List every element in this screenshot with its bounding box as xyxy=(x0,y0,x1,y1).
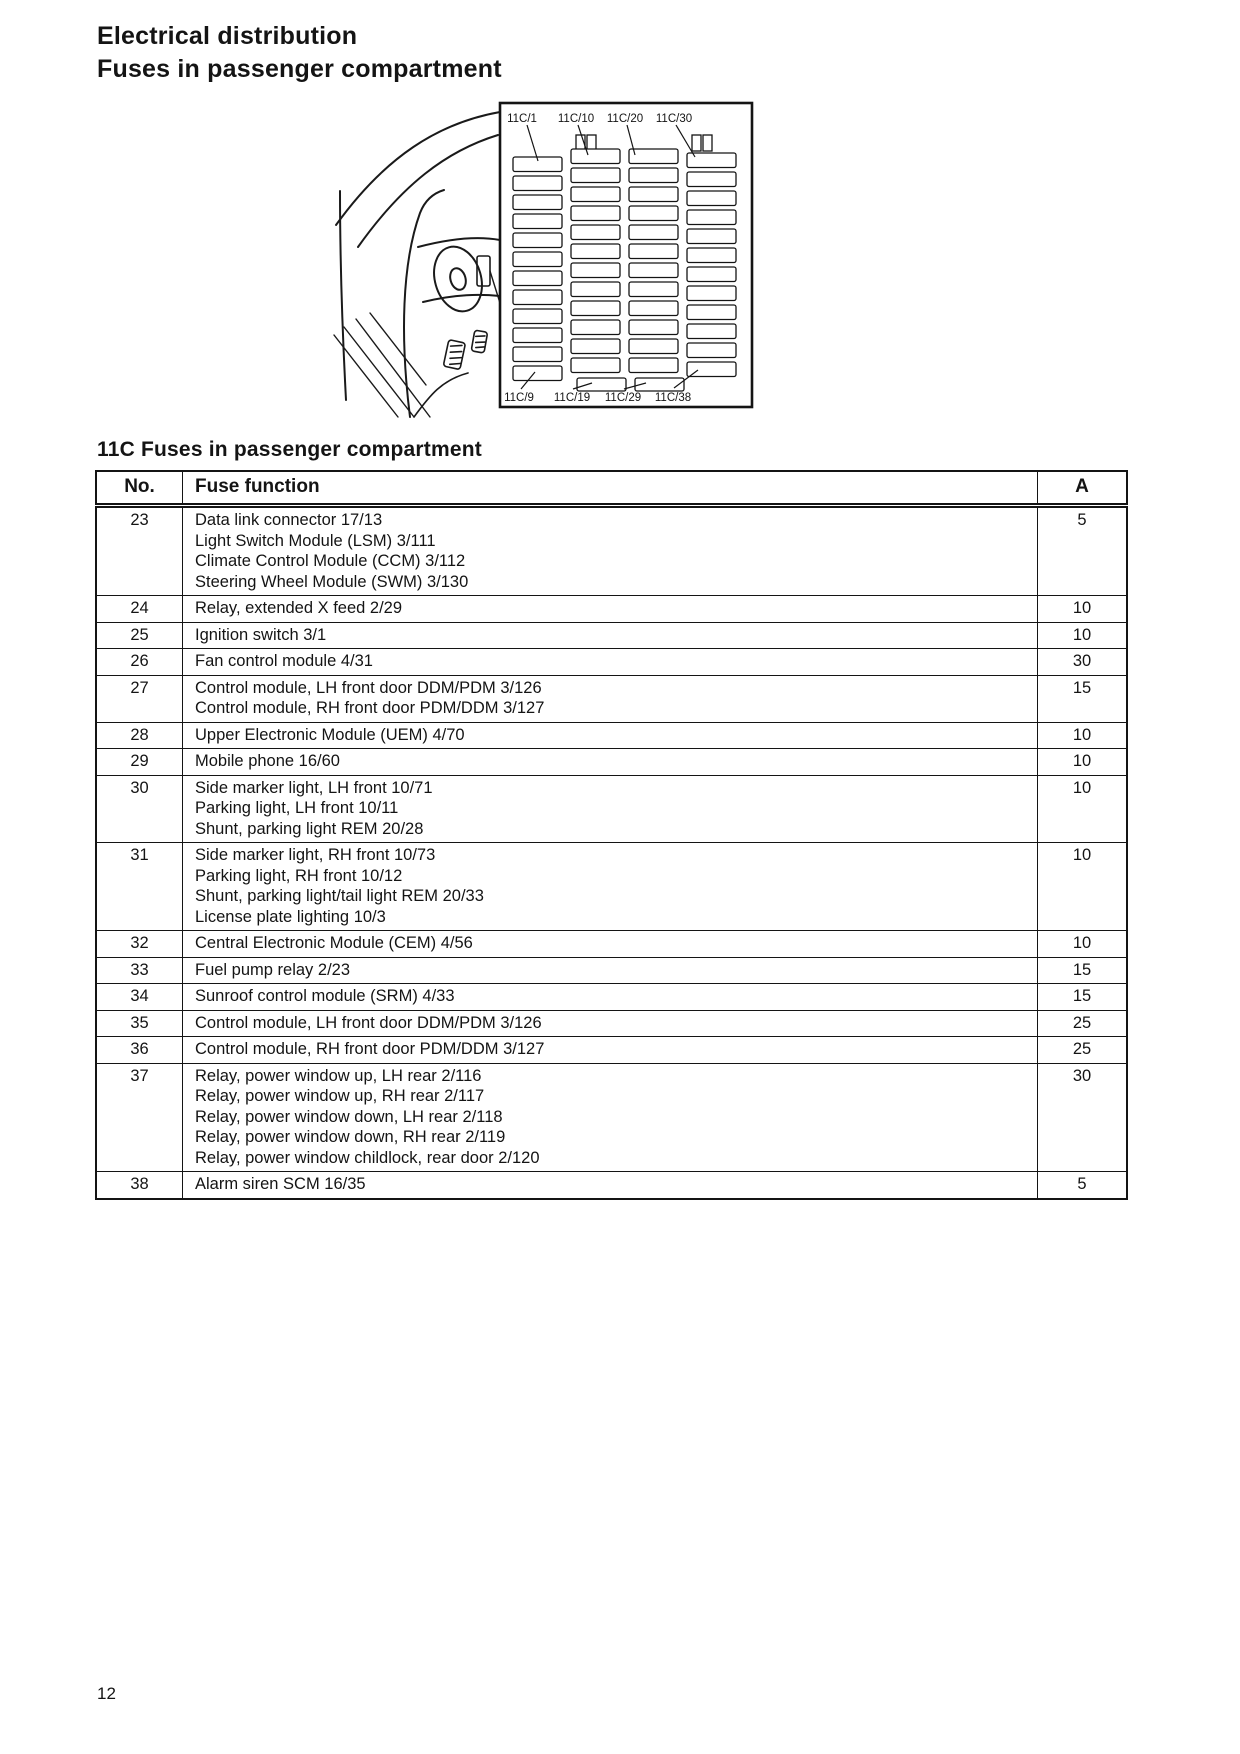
fuse-function-line: Fuel pump relay 2/23 xyxy=(195,960,351,979)
table-row xyxy=(96,1010,1127,1037)
table-row xyxy=(96,1063,1127,1172)
fuse-amps-cell: 25 xyxy=(1038,1037,1128,1064)
fuse-slot xyxy=(687,191,736,206)
fuse-function-line: Side marker light, RH front 10/73 xyxy=(195,846,436,864)
fuse-slot xyxy=(629,244,678,259)
fuse-slot xyxy=(629,149,678,164)
page-title-line2: Fuses in passenger compartment xyxy=(97,55,502,83)
fuse-function-line: Shunt, parking light/tail light REM 20/33 xyxy=(195,887,484,905)
fuse-slot xyxy=(571,358,620,373)
fuse-slot xyxy=(629,187,678,202)
fuse-slot xyxy=(629,225,678,240)
fuse-function-line: Side marker light, LH front 10/71 xyxy=(195,778,433,797)
table-row xyxy=(96,596,1127,623)
fuse-function-line: Control module, LH front door DDM/PDM 3/126 xyxy=(195,1013,542,1032)
table-row xyxy=(96,1037,1127,1064)
fuse-amps-cell: 10 xyxy=(1038,596,1128,623)
table-row xyxy=(96,775,1127,843)
fuse-function-line: Steering Wheel Module (SWM) 3/130 xyxy=(195,572,469,591)
fuse-connector-label-11c29: 11C/29 xyxy=(604,392,642,404)
fuse-no-cell: 32 xyxy=(96,931,183,958)
fuse-slot xyxy=(513,309,562,324)
fuse-amps-cell: 5 xyxy=(1038,1172,1128,1199)
fuse-function-line: Relay, power window down, LH rear 2/118 xyxy=(195,1107,503,1126)
fuse-slot xyxy=(513,214,562,229)
fuse-function-line: Parking light, RH front 10/12 xyxy=(195,866,403,885)
fuse-function-cell xyxy=(183,984,1038,1011)
fuse-connector-label-11c20: 11C/20 xyxy=(606,113,644,125)
table-row xyxy=(96,957,1127,984)
fuse-function-line: Central Electronic Module (CEM) 4/56 xyxy=(195,934,473,952)
table-header-row xyxy=(96,471,1127,506)
fuse-amps-cell: 10 xyxy=(1038,722,1128,749)
fuse-amps-cell: 5 xyxy=(1038,506,1128,596)
fuse-function-line: Fan control module 4/31 xyxy=(195,652,373,670)
fuse-function-cell xyxy=(183,1063,1038,1172)
fuse-no-cell: 30 xyxy=(96,775,183,843)
fuse-amps-cell: 10 xyxy=(1038,749,1128,776)
fuse-function-cell xyxy=(183,596,1038,623)
fuse-connector-label-11c10: 11C/10 xyxy=(557,113,595,125)
fuse-function-cell xyxy=(183,649,1038,676)
pedals-sketch xyxy=(443,330,487,369)
fuse-slot xyxy=(687,172,736,187)
fuse-no-cell: 24 xyxy=(96,596,183,623)
fuse-slot xyxy=(629,301,678,316)
header-function: Fuse function xyxy=(183,471,1038,506)
fuse-slot xyxy=(513,176,562,191)
header-amps: A xyxy=(1038,471,1128,506)
fuse-location-diagram xyxy=(330,95,760,430)
fuse-slot xyxy=(513,366,562,381)
fuse-no-cell: 38 xyxy=(96,1172,183,1199)
fuse-no-cell: 37 xyxy=(96,1063,183,1172)
fuse-function-line: Control module, RH front door PDM/DDM 3/127 xyxy=(195,699,545,717)
table-row xyxy=(96,675,1127,722)
fuse-slot xyxy=(687,210,736,225)
fuse-table-body xyxy=(96,506,1127,1199)
fuse-slot xyxy=(571,320,620,335)
fuse-function-cell xyxy=(183,506,1038,596)
table-row xyxy=(96,1172,1127,1199)
fuse-amps-cell: 25 xyxy=(1038,1010,1128,1037)
fuse-function-line: Relay, power window up, RH rear 2/117 xyxy=(195,1087,485,1105)
fuse-slot xyxy=(629,358,678,373)
fuse-function-line: Relay, extended X feed 2/29 xyxy=(195,599,403,617)
fuse-slot xyxy=(629,339,678,354)
fuse-function-cell xyxy=(183,749,1038,776)
page-number: 12 xyxy=(97,1684,116,1703)
fuse-slot xyxy=(629,206,678,221)
fuse-no-cell: 36 xyxy=(96,1037,183,1064)
fuse-function-line: Relay, power window up, LH rear 2/116 xyxy=(195,1066,482,1085)
fuse-slot xyxy=(513,252,562,267)
fuse-slot xyxy=(571,244,620,259)
fuse-function-line: Upper Electronic Module (UEM) 4/70 xyxy=(195,725,465,744)
page-title xyxy=(97,20,502,86)
fuse-function-cell xyxy=(183,1172,1038,1199)
fuse-function-cell xyxy=(183,775,1038,843)
fuse-function-cell xyxy=(183,675,1038,722)
fuse-slot xyxy=(687,286,736,301)
fuse-no-cell: 28 xyxy=(96,722,183,749)
fuse-no-cell: 26 xyxy=(96,649,183,676)
fuse-function-line: Parking light, LH front 10/11 xyxy=(195,799,399,817)
fuse-slot xyxy=(513,271,562,286)
fuse-slot xyxy=(571,339,620,354)
fuse-no-cell: 23 xyxy=(96,506,183,596)
fuse-function-cell xyxy=(183,843,1038,931)
header-no: No. xyxy=(96,471,183,506)
fuse-slot xyxy=(687,248,736,263)
fuse-slot xyxy=(571,206,620,221)
fuse-function-line: Relay, power window down, RH rear 2/119 xyxy=(195,1128,506,1146)
fuse-function-cell xyxy=(183,957,1038,984)
fuse-slot xyxy=(687,229,736,244)
section-heading: 11C Fuses in passenger compartment xyxy=(97,438,482,461)
fuse-slot xyxy=(513,195,562,210)
fuse-no-cell: 27 xyxy=(96,675,183,722)
fuse-function-line: License plate lighting 10/3 xyxy=(195,907,386,926)
fuse-amps-cell: 10 xyxy=(1038,843,1128,931)
fuse-slot xyxy=(571,225,620,240)
fuse-function-line: Ignition switch 3/1 xyxy=(195,625,327,644)
fuse-amps-cell: 30 xyxy=(1038,1063,1128,1172)
fuse-amps-cell: 10 xyxy=(1038,931,1128,958)
fuse-slot xyxy=(571,301,620,316)
table-row xyxy=(96,722,1127,749)
fuse-function-line: Sunroof control module (SRM) 4/33 xyxy=(195,987,455,1005)
fuse-slot xyxy=(571,263,620,278)
fuse-slot xyxy=(513,290,562,305)
fuse-no-cell: 31 xyxy=(96,843,183,931)
fuse-table xyxy=(95,470,1128,1200)
fuse-slot xyxy=(687,362,736,377)
fuse-function-line: Shunt, parking light REM 20/28 xyxy=(195,819,424,838)
table-row xyxy=(96,931,1127,958)
fuse-slot xyxy=(687,343,736,358)
fuse-no-cell: 25 xyxy=(96,622,183,649)
fuse-no-cell: 34 xyxy=(96,984,183,1011)
table-row xyxy=(96,749,1127,776)
fuse-connector-label-11c30: 11C/30 xyxy=(655,113,693,125)
page-title-line1: Electrical distribution xyxy=(97,22,358,50)
fuse-function-line: Light Switch Module (LSM) 3/111 xyxy=(195,531,436,550)
fuse-amps-cell: 10 xyxy=(1038,622,1128,649)
table-row xyxy=(96,506,1127,596)
fuse-amps-cell: 15 xyxy=(1038,984,1128,1011)
fuse-slot xyxy=(629,282,678,297)
fuse-amps-cell: 15 xyxy=(1038,957,1128,984)
fuse-function-line: Mobile phone 16/60 xyxy=(195,752,340,770)
fuse-connector-label-11c9: 11C/9 xyxy=(504,392,534,404)
fuse-slot xyxy=(513,328,562,343)
fuse-slot xyxy=(571,168,620,183)
fuse-function-cell xyxy=(183,931,1038,958)
table-row xyxy=(96,984,1127,1011)
fuse-amps-cell: 30 xyxy=(1038,649,1128,676)
table-row xyxy=(96,843,1127,931)
fuse-amps-cell: 15 xyxy=(1038,675,1128,722)
fuse-amps-cell: 10 xyxy=(1038,775,1128,843)
fuse-function-cell xyxy=(183,622,1038,649)
fuse-slot xyxy=(629,168,678,183)
fuse-function-line: Relay, power window childlock, rear door 2/120 xyxy=(195,1148,540,1167)
fuse-function-line: Climate Control Module (CCM) 3/112 xyxy=(195,552,466,570)
table-row xyxy=(96,649,1127,676)
fuse-slot xyxy=(513,347,562,362)
fuse-slot xyxy=(629,320,678,335)
fuse-function-cell xyxy=(183,1010,1038,1037)
fuse-slot xyxy=(687,267,736,282)
fuse-function-line: Control module, LH front door DDM/PDM 3/126 xyxy=(195,678,542,697)
table-row xyxy=(96,622,1127,649)
fuse-slot xyxy=(687,324,736,339)
fuse-function-cell xyxy=(183,1037,1038,1064)
fuse-no-cell: 29 xyxy=(96,749,183,776)
fuse-connector-label-11c1: 11C/1 xyxy=(507,113,537,125)
fuse-slot xyxy=(687,305,736,320)
fuse-function-line: Alarm siren SCM 16/35 xyxy=(195,1175,366,1193)
fuse-slot xyxy=(571,149,620,164)
fuse-slot xyxy=(513,233,562,248)
fuse-slot xyxy=(571,282,620,297)
fuse-no-cell: 35 xyxy=(96,1010,183,1037)
fuse-function-line: Control module, RH front door PDM/DDM 3/127 xyxy=(195,1040,545,1058)
fuse-connector-label-11c38: 11C/38 xyxy=(654,392,692,404)
fuse-slot xyxy=(629,263,678,278)
car-interior-sketch xyxy=(334,112,500,417)
fuse-box xyxy=(500,103,752,407)
fuse-no-cell: 33 xyxy=(96,957,183,984)
fuse-function-line: Data link connector 17/13 xyxy=(195,511,383,529)
fuse-connector-label-11c19: 11C/19 xyxy=(553,392,591,404)
fuse-slot xyxy=(571,187,620,202)
fuse-function-cell xyxy=(183,722,1038,749)
